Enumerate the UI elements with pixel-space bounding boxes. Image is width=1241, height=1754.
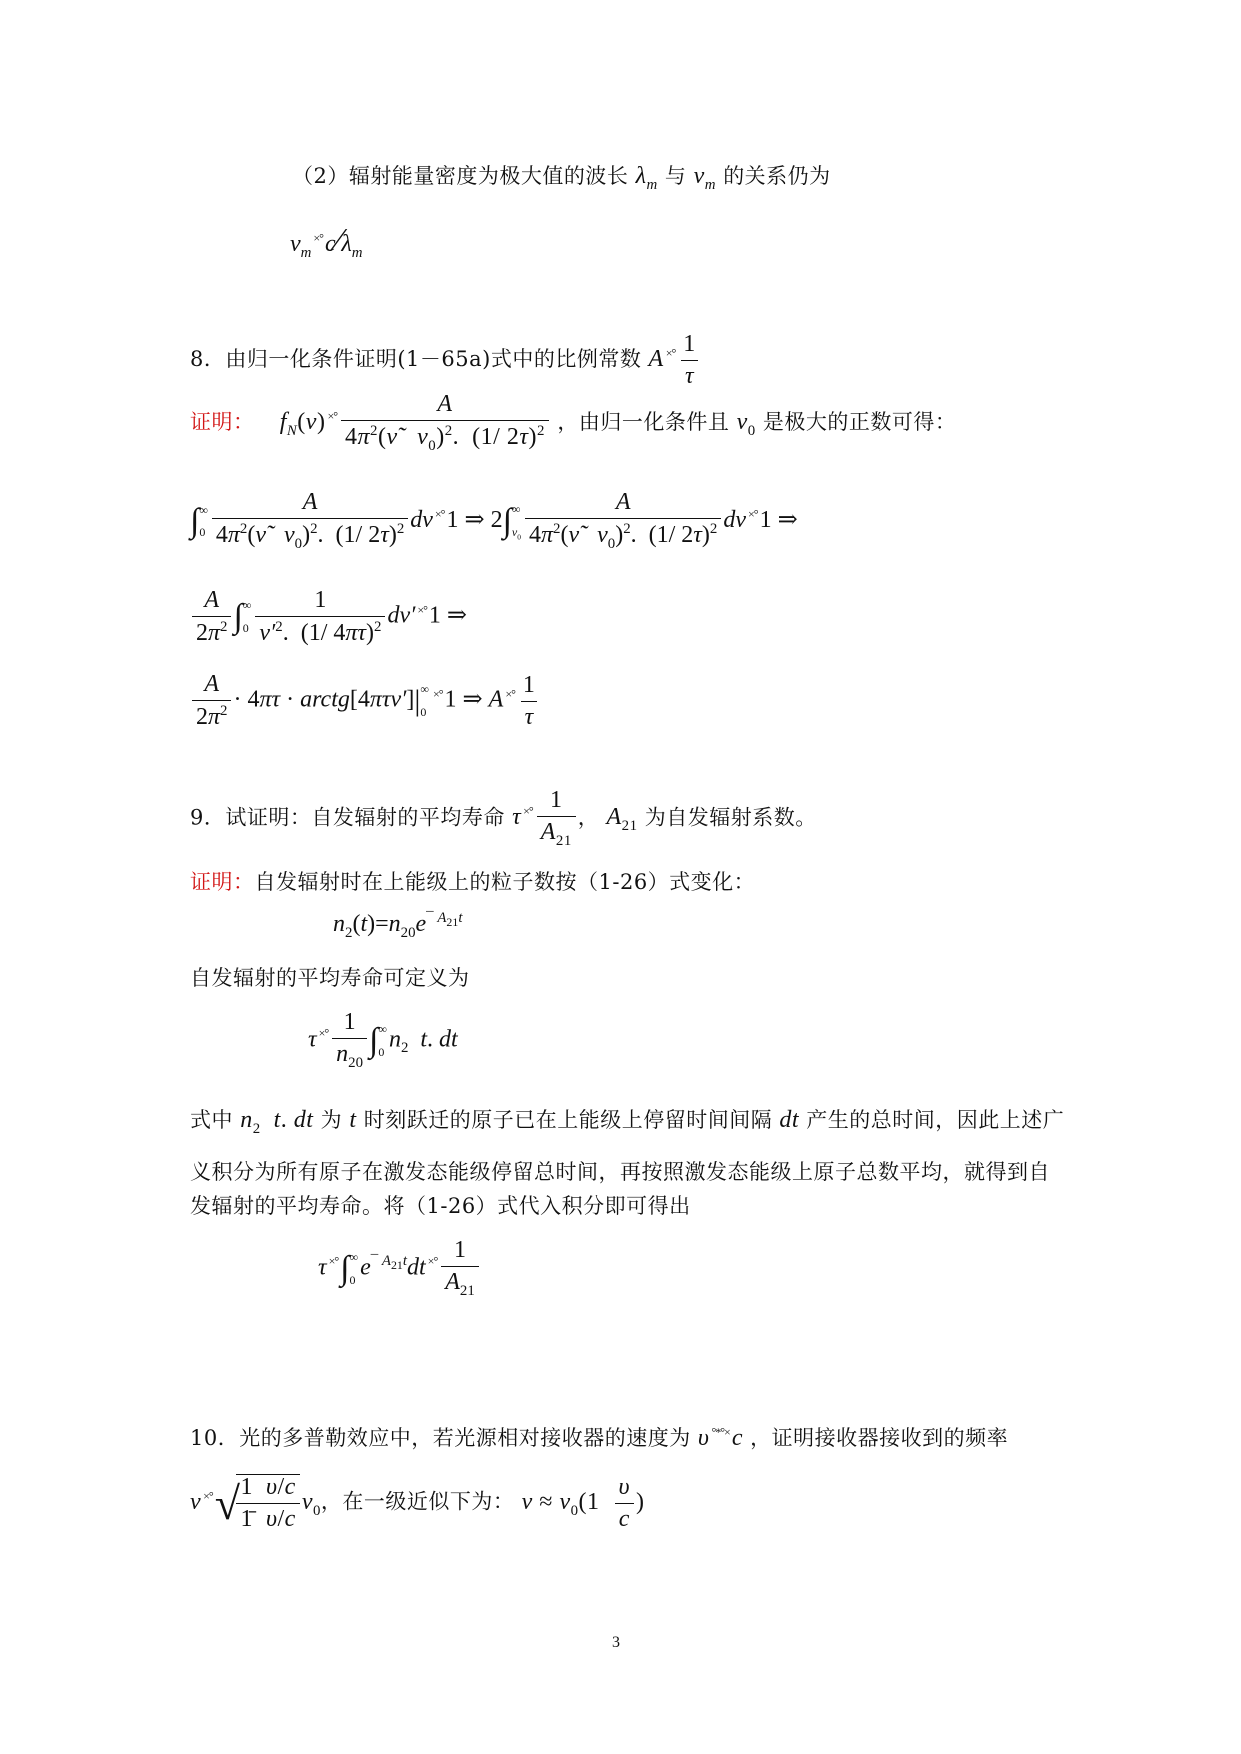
equation-tau-integral: τ ×° $\frac{1}{n_{20}}$ ∫ ∞ 0 $n_2$ t. dt bbox=[308, 1009, 458, 1071]
equation-doppler-approx: $\nu \approx \nu_0(1$ $\frac{\upsilon}{c}$ ) bbox=[521, 1473, 645, 1532]
section9-para1 bbox=[190, 1104, 1064, 1138]
equation-tau-result: τ ×°∫ ∞ 0 $e^{¯ A_{21}t}dt$ ×° $\frac{1}{A_{21}}$ bbox=[318, 1238, 481, 1300]
section7-text-mid: 与 bbox=[664, 164, 687, 188]
equation-nu-m: $\nu_m^{\times^\circ}c⁄\lambda_m$ bbox=[290, 222, 363, 261]
section9-para1-prefix: 式中 bbox=[190, 1108, 233, 1132]
equation-fn: $f_N(\nu)$ ×° $\frac{A}{4\pi^2(\nũ \nu_0)^2. (1/ 2\tau)^2}$ bbox=[280, 409, 558, 435]
equation-normalization-2: $\frac{A}{2\pi^2}$ ∫ ∞ 0 $\frac{1}{\nu'^2. (1/ 4\pi\tau)^2}$ dν′ ×°1 ⇒ bbox=[190, 588, 467, 646]
section9-question-suffix: 为自发辐射系数。 bbox=[644, 805, 817, 830]
section7-line bbox=[292, 160, 831, 194]
dt-symbol: dt bbox=[779, 1107, 800, 1133]
section9-proof-line bbox=[190, 866, 755, 896]
section9-para1-suffix: 产生的总时间，因此上述广 bbox=[806, 1108, 1065, 1132]
section9-para1-mid1: 为 bbox=[320, 1108, 343, 1132]
page-number: 3 bbox=[612, 1634, 620, 1651]
section8-proof-text: ，由归一化条件且 bbox=[557, 409, 730, 434]
section8-question bbox=[190, 332, 702, 389]
section10-question bbox=[190, 1422, 1008, 1452]
equation-n2t: $n_2(t)=n_{20}e^{¯ A_{21}t}$ bbox=[333, 910, 463, 941]
a21-symbol: $A_{21}$ bbox=[606, 804, 638, 835]
lambda-m-symbol: $\lambda_m$ bbox=[635, 163, 658, 193]
section9-question: 9．试证明：自发辐射的平均寿命 τ ×° $\frac{1}{A_{21}}$ ， $A_{21}$ 为自发辐射系数。 bbox=[190, 787, 817, 849]
nu-m-symbol: $\nu_m$ bbox=[693, 163, 716, 193]
section10-equation-line bbox=[190, 1474, 645, 1532]
equation-tau-def: τ ×° $\frac{1}{A_{21}}$ bbox=[512, 804, 578, 830]
section10-question-suffix: ，证明接收器接收到的频率 bbox=[750, 1426, 1009, 1450]
equation-v-ll-c: υ °*°×c bbox=[697, 1425, 743, 1451]
section9-para1-mid2: 时刻跃迁的原子已在上能级上停留时间间隔 bbox=[363, 1108, 773, 1132]
equation-normalization-3: $\frac{A}{2\pi^2}$ · 4πτ · arctg[4πτν′]| ∞ 0 ×°1 ⇒ A ×° $\frac{1}{\tau}$ bbox=[190, 672, 541, 730]
section9-question-text: 9．试证明：自发辐射的平均寿命 bbox=[190, 805, 505, 830]
section9-def-text: 自发辐射的平均寿命可定义为 bbox=[190, 966, 470, 990]
section9-para3: 发辐射的平均寿命。将（1-26）式代入积分即可得出 bbox=[190, 1194, 691, 1218]
section7-text-prefix: （2）辐射能量密度为极大值的波长 bbox=[292, 164, 629, 188]
section9-para2: 义积分为所有原子在激发态能级停留总时间，再按照激发态能级上原子总数平均，就得到自 bbox=[190, 1160, 1050, 1184]
section9-proof-text: 自发辐射时在上能级上的粒子数按（1-26）式变化： bbox=[254, 870, 756, 894]
section8-proof-label: 证明： bbox=[190, 409, 255, 434]
equation-a-equals: A ×° $\frac{1}{\tau}$ bbox=[649, 346, 702, 372]
section8-question-text: 8．由归一化条件证明(1－65a)式中的比例常数 bbox=[190, 347, 642, 372]
equation-doppler: ν ×°√ $\frac{1 \upsilon/c}{1̄ \upsilon/c}$ $\nu_0$ bbox=[190, 1474, 321, 1533]
t-symbol: t bbox=[349, 1107, 357, 1133]
n2-t-dt-symbol: $n_2$ t. dt bbox=[240, 1107, 314, 1137]
section10-approx-text: ，在一级近似下为： bbox=[320, 1489, 515, 1514]
section8-proof-line bbox=[190, 392, 956, 455]
section8-proof-text2: 是极大的正数可得： bbox=[762, 409, 957, 434]
section9-proof-label: 证明： bbox=[190, 870, 255, 894]
nu0-symbol: $\nu_0$ bbox=[736, 408, 756, 439]
section10-question-text: 10．光的多普勒效应中，若光源相对接收器的速度为 bbox=[190, 1426, 691, 1450]
equation-normalization-1: ∫ ∞ 0 $\frac{A}{4\pi^2(\nũ \nu_0)^2. (1/ 2\tau)^2}$ dν ×°1 ⇒ 2∫ ∞ $\nu_0$ $\frac{A}{4\pi^2(\nũ \nu_0)^2. (1/ 2\tau)^2}$ dν ×°1 ⇒ bbox=[190, 489, 798, 552]
section7-text-suffix: 的关系仍为 bbox=[723, 164, 831, 188]
